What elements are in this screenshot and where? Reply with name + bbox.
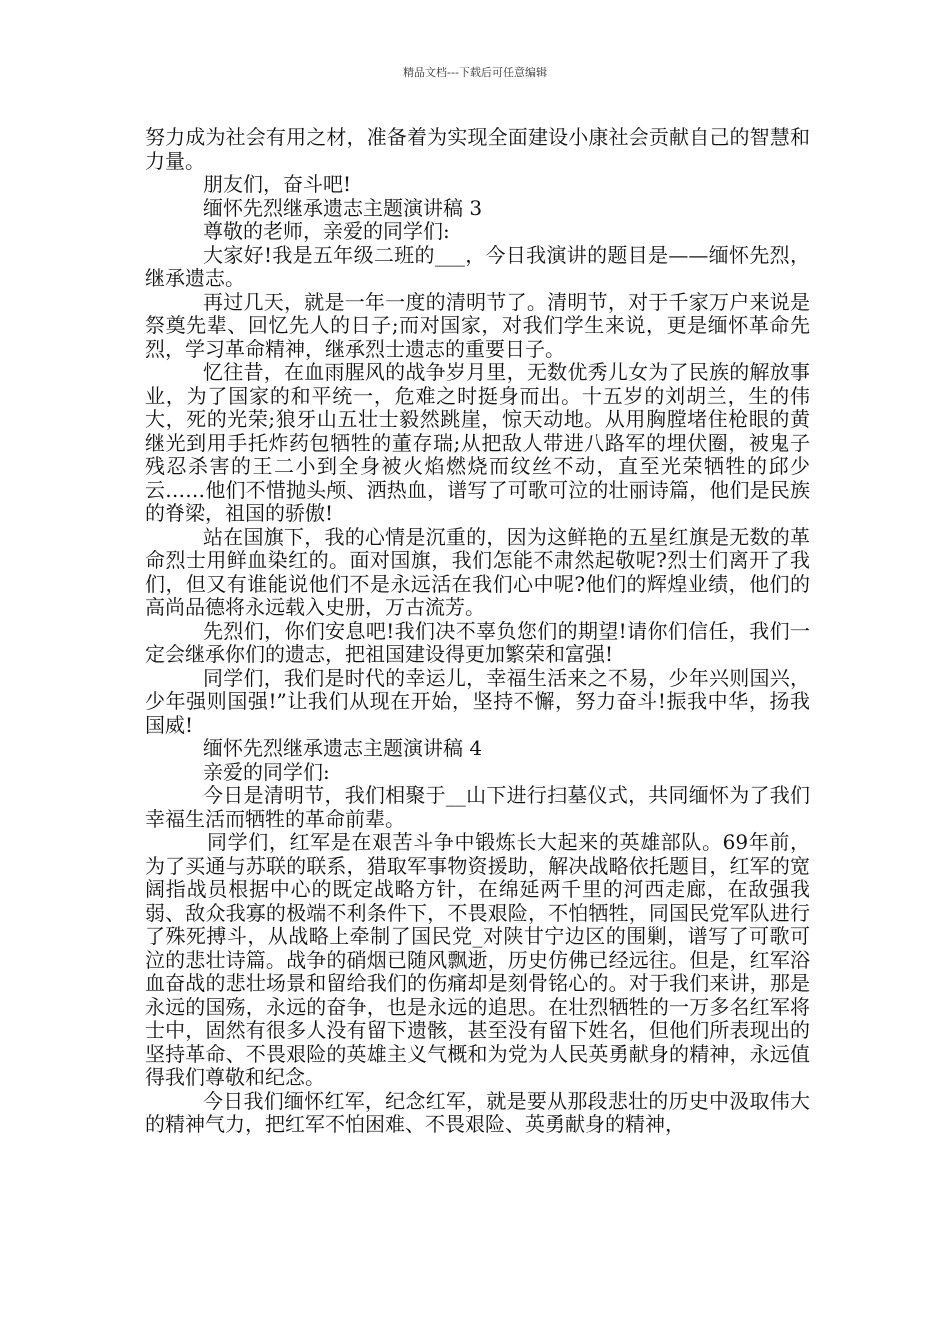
paragraph-8: 站在国旗下，我的心情是沉重的，因为这鲜艳的五星红旗是无数的革命烈士用鲜血染红的。面对国旗，我们怎能不肃然起敬呢?烈士们离开了我们，但又有谁能说他们不是永远活在我们心中呢?他们的辉煌业绩，他们的高尚品德将永远载入史册，万古流芳。 xyxy=(145,524,810,619)
paragraph-14: 同学们，红军是在艰苦斗争中锻炼长大起来的英雄部队。69年前，为了买通与苏联的联系，猎取军事物资援助，解决战略依托题目，红军的宽阔指战员根据中心的既定战略方针，在绵延两千里的河西走廊，在敌强我弱、敌众我寡的极端不利条件下，不畏艰险，不怕牺牲，同国民党军队进行了殊死搏斗，从战略上牵制了国民党_对陕甘宁边区的围剿，谱写了可歌可泣的悲壮诗篇。战争的硝烟已随风飘逝，历史仿佛已经远往。但是，红军浴血奋战的悲壮场景和留给我们的伤痛却是刻骨铭心的。对于我们来讲，那是永远的国殇，永远的奋争，也是永远的追思。在壮烈牺牲的一万多名红军将士中，固然有很多人没有留下遗骸，甚至没有留下姓名，但他们所表现出的坚持革命、不畏艰险的英雄主义气概和为党为人民英勇献身的精神，永远值得我们尊敬和纪念。 xyxy=(145,830,810,1089)
paragraph-10: 同学们，我们是时代的幸运儿，幸福生活来之不易，少年兴则国兴，少年强则国强!”让我们从现在开始，坚持不懈，努力奋斗!振我中华，扬我国威! xyxy=(145,665,810,737)
paragraph-1: 努力成为社会有用之材，准备着为实现全面建设小康社会贡献自己的智慧和力量。 xyxy=(145,125,810,173)
paragraph-salutation-2: 亲爱的同学们: xyxy=(203,759,330,784)
section-title-4: 缅怀先烈继承遗志主题演讲稿 4 xyxy=(203,736,483,760)
paragraph-13: 今日是清明节，我们相聚于__山下进行扫墓仪式，共同缅怀为了我们幸福生活而牺牲的革命前辈。 xyxy=(145,783,810,831)
paragraph-9: 先烈们，你们安息吧!我们决不辜负您们的期望!请你们信任，我们一定会继承你们的遗志，把祖国建设得更加繁荣和富强! xyxy=(145,618,810,666)
paragraph-salutation-1: 尊敬的老师，亲爱的同学们: xyxy=(203,219,450,243)
paragraph-15: 今日我们缅怀红军，纪念红军，就是要从那段悲壮的历史中汲取伟大的精神气力，把红军不怕困难、不畏艰险、英勇献身的精神， xyxy=(145,1088,810,1136)
paragraph-2: 朋友们，奋斗吧! xyxy=(203,172,352,196)
page-header: 精品文档---下载后可任意编辑 xyxy=(403,66,547,79)
document-body xyxy=(145,126,810,1137)
paragraph-7: 忆往昔，在血雨腥风的战争岁月里，无数优秀儿女为了民族的解放事业，为了国家的和平统一，危难之时挺身而出。十五岁的刘胡兰，生的伟大，死的光荣;狼牙山五壮士毅然跳崖，惊天动地。从用胸膛堵住枪眼的黄继光到用手托炸药包牺牲的董存瑞;从把敌人带进八路军的埋伏圈，被鬼子残忍杀害的王二小到全身被火焰燃烧而纹丝不动，直至光荣牺牲的邱少云……他们不惜抛头颅、洒热血，谱写了可歌可泣的壮丽诗篇，他们是民族的脊梁，祖国的骄傲! xyxy=(145,360,810,525)
paragraph-5: 大家好!我是五年级二班的___，今日我演讲的题目是——缅怀先烈，继承遗志。 xyxy=(145,242,810,290)
section-title-3: 缅怀先烈继承遗志主题演讲稿 3 xyxy=(203,195,483,220)
paragraph-6: 再过几天，就是一年一度的清明节了。清明节，对于千家万户来说是祭奠先辈、回忆先人的日子;而对国家，对我们学生来说，更是缅怀革命先烈，学习革命精神，继承烈士遗志的重要日子。 xyxy=(145,289,810,361)
